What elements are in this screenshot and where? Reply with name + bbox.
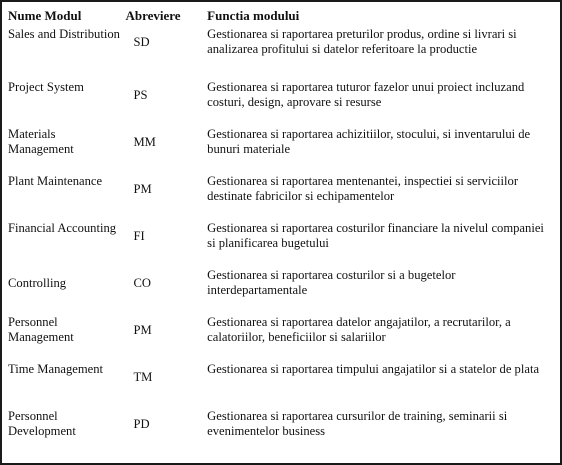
abbreviation-text: PM [133,323,152,337]
abbreviation-cell [123,27,205,80]
table-row [6,80,556,127]
abbreviation-text: SD [133,35,150,49]
function-cell: Gestionarea si raportarea datelor angajatilor, a recrutarilor, a calatoriilor, beneficiilor si salariilor [207,315,511,344]
table-row [6,362,556,409]
function-cell: Gestionarea si raportarea preturilor produs, ordine si livrari si analizarea profitului si datelor referitoare la productie [207,27,517,56]
module-name-cell: Sales and Distribution [8,27,120,41]
abbreviation-text: PM [133,182,152,196]
function-cell: Gestionarea si raportarea achizitiilor, stocului, si inventarului de bunuri materiale [207,127,531,156]
function-cell: Gestionarea si raportarea mentenantei, inspectiei si serviciilor destinate fabricilor si echipamentelor [207,174,519,203]
table-row [6,409,556,456]
abbreviation-cell [123,315,205,362]
abbreviation-text: TM [133,370,153,384]
abbreviation-cell [123,409,205,456]
header-module-name: Nume Modul [8,8,82,23]
table-row [6,174,556,221]
function-cell: Gestionarea si raportarea tuturor fazelor unui proiect incluzand costuri, design, aprovare si resurse [207,80,525,109]
module-name-cell: Time Management [8,362,104,376]
abbreviation-cell [123,80,205,127]
table-row [6,27,556,80]
header-row [6,6,556,27]
function-cell: Gestionarea si raportarea cursurilor de training, seminarii si evenimentelor business [207,409,508,438]
abbreviation-text: PD [133,417,150,431]
abbreviation-cell [123,268,205,315]
header-function: Functia modului [207,8,300,23]
module-name-cell: Plant Maintenance [8,174,103,188]
abbreviation-cell [123,221,205,268]
abbreviation-cell [123,174,205,221]
module-name-cell [6,268,123,315]
abbreviation-cell [123,362,205,409]
table-row [6,315,556,362]
table-row [6,221,556,268]
header-abbreviation: Abreviere [125,8,181,23]
abbreviation-text: MM [133,135,156,149]
module-name-cell: Project System [8,80,84,94]
abbreviation-text: CO [133,276,151,290]
function-cell: Gestionarea si raportarea timpului angajatilor si a statelor de plata [207,362,540,376]
table-row [6,127,556,174]
module-name-cell: Materials Management [8,127,74,156]
module-name-cell: Personnel Management [8,315,74,344]
module-name-text: Controlling [8,276,67,290]
function-cell: Gestionarea si raportarea costurilor financiare la nivelul companiei si planificarea bugetului [207,221,544,250]
module-name-cell: Personnel Development [8,409,76,438]
abbreviation-text: FI [133,229,145,243]
table-body [6,27,556,456]
table-row [6,268,556,315]
abbreviation-cell [123,127,205,174]
module-name-cell: Financial Accounting [8,221,117,235]
modules-table [6,6,556,456]
abbreviation-text: PS [133,88,148,102]
function-cell: Gestionarea si raportarea costurilor si a bugetelor interdepartamentale [207,268,456,297]
table-header [6,6,556,27]
